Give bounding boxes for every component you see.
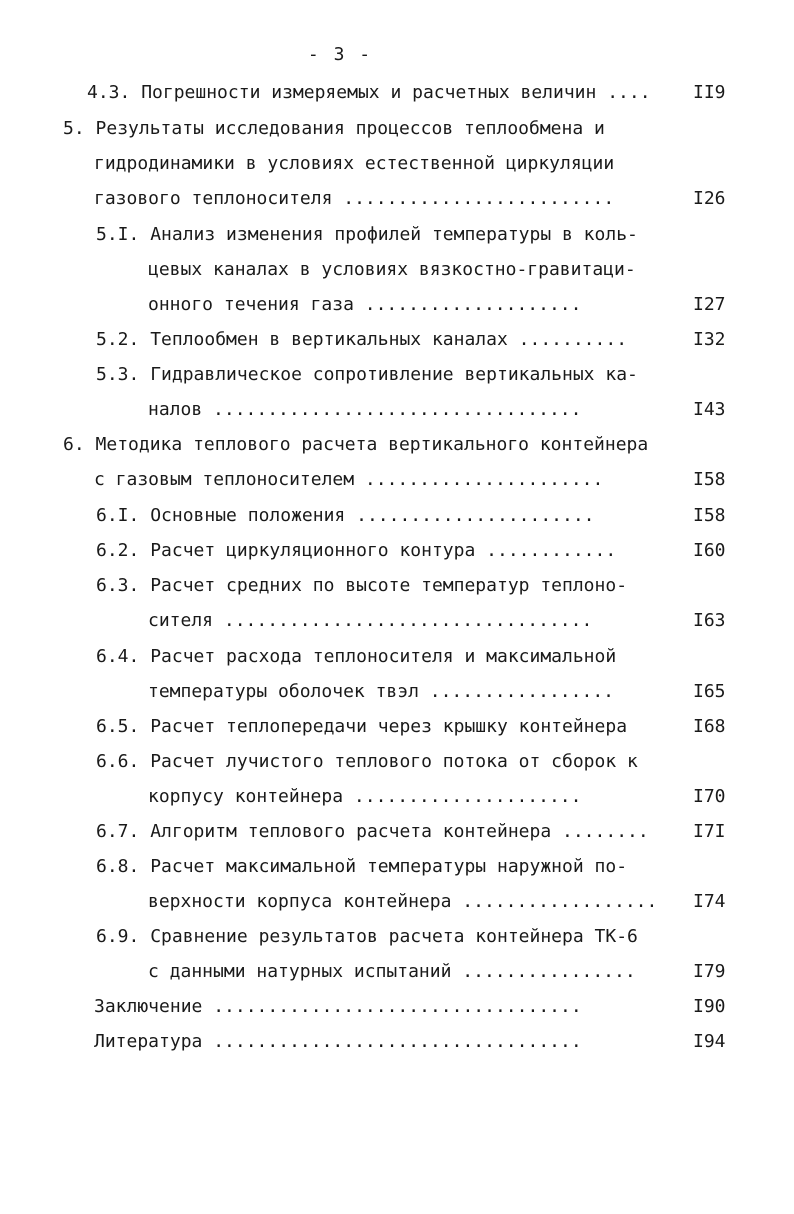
toc-entry-6	[63, 431, 648, 459]
toc-entry-title: Погрешности измеряемых и расчетных величин ....	[141, 82, 651, 103]
toc-entry-6-8	[96, 853, 627, 881]
toc-entry-title: Расчет расхода теплоносителя и максимальной	[150, 646, 617, 667]
toc-entry-page: I7I	[693, 821, 726, 842]
toc-entry-page: I58	[693, 469, 726, 490]
toc-entry-page: I74	[693, 891, 726, 912]
toc-entry-page: I90	[693, 996, 726, 1017]
toc-entry-6-1	[96, 502, 595, 530]
toc-entry-number: 6.	[63, 434, 85, 455]
toc-entry-literature: Литература ..................................	[94, 1031, 582, 1052]
toc-entry-title-cont: корпусу контейнера .....................	[148, 786, 582, 807]
toc-entry-6-3	[96, 572, 627, 600]
toc-entry-page: I94	[693, 1031, 726, 1052]
toc-entry-title: Расчет максимальной температуры наружной по-	[150, 856, 628, 877]
toc-entry-page: II9	[693, 82, 726, 103]
toc-entry-5-3	[96, 361, 638, 389]
toc-entry-title-cont: онного течения газа ....................	[148, 294, 582, 315]
toc-entry-page: I65	[693, 681, 726, 702]
toc-entry-6-2	[96, 537, 616, 565]
toc-entry-number: 6.2.	[96, 540, 140, 561]
toc-entry-title: Анализ изменения профилей температуры в коль-	[150, 224, 638, 245]
toc-entry-title: Расчет лучистого теплового потока от сборок к	[150, 751, 638, 772]
toc-entry-page: I68	[693, 716, 726, 737]
toc-entry-page: I43	[693, 399, 726, 420]
toc-entry-6-7	[96, 818, 649, 846]
toc-entry-title: Расчет средних по высоте температур теплоно-	[150, 575, 628, 596]
toc-entry-title: Методика теплового расчета вертикального контейнера	[95, 434, 649, 455]
toc-entry-title: Основные положения ......................	[150, 505, 595, 526]
toc-entry-page: I63	[693, 610, 726, 631]
toc-entry-conclusion: Заключение ..................................	[94, 996, 582, 1017]
toc-entry-title: Расчет циркуляционного контура ............	[150, 540, 617, 561]
toc-entry-page: I32	[693, 329, 726, 350]
toc-entry-page: I26	[693, 188, 726, 209]
toc-entry-5-2	[96, 326, 627, 354]
toc-entry-title: Гидравлическое сопротивление вертикальных ка-	[150, 364, 638, 385]
toc-entry-title-cont: сителя ..................................	[148, 610, 593, 631]
toc-entry-title: Результаты исследования процессов теплообмена и	[95, 118, 605, 139]
toc-entry-title-cont: с данными натурных испытаний ................	[148, 961, 636, 982]
toc-entry-title: Расчет теплопередачи через крышку контейнера	[150, 716, 628, 737]
toc-entry-6-9	[96, 923, 638, 951]
toc-entry-5-1	[96, 221, 638, 249]
toc-entry-title-cont: газового теплоносителя .........................	[94, 188, 615, 209]
toc-entry-5	[63, 115, 605, 143]
toc-entry-page: I27	[693, 294, 726, 315]
toc-entry-number: 5.I.	[96, 224, 140, 245]
toc-entry-6-6	[96, 748, 638, 776]
toc-entry-title-cont: верхности корпуса контейнера ..................	[148, 891, 658, 912]
toc-entry-number: 6.4.	[96, 646, 140, 667]
toc-entry-title: Алгоритм теплового расчета контейнера ........	[150, 821, 649, 842]
toc-entry-page: I70	[693, 786, 726, 807]
toc-entry-page: I79	[693, 961, 726, 982]
toc-entry-title-cont: цевых каналах в условиях вязкостно-гравитаци-	[148, 259, 636, 280]
toc-entry-title-cont: с газовым теплоносителем ......................	[94, 469, 604, 490]
toc-entry-title: Сравнение результатов расчета контейнера ТК-6	[150, 926, 638, 947]
toc-entry-number: 6.7.	[96, 821, 140, 842]
toc-entry-number: 6.5.	[96, 716, 140, 737]
toc-entry-number: 6.8.	[96, 856, 140, 877]
toc-entry-number: 6.9.	[96, 926, 140, 947]
toc-entry-title-cont: гидродинамики в условиях естественной циркуляции	[94, 153, 615, 174]
toc-entry-6-4	[96, 643, 616, 671]
toc-entry-title: Теплообмен в вертикальных каналах ..........	[150, 329, 628, 350]
toc-entry-title-cont: температуры оболочек твэл .................	[148, 681, 614, 702]
toc-entry-number: 6.3.	[96, 575, 140, 596]
toc-entry-page: I58	[693, 505, 726, 526]
toc-entry-title-cont: налов ..................................	[148, 399, 582, 420]
toc-entry-4-3	[87, 79, 651, 107]
toc-entry-number: 5.2.	[96, 329, 140, 350]
toc-entry-number: 5.	[63, 118, 85, 139]
toc-entry-number: 6.I.	[96, 505, 140, 526]
toc-entry-6-5	[96, 713, 627, 741]
toc-entry-number: 6.6.	[96, 751, 140, 772]
toc-entry-page: I60	[693, 540, 726, 561]
toc-entry-number: 4.3.	[87, 82, 131, 103]
page-number: - 3 -	[307, 44, 373, 65]
toc-entry-number: 5.3.	[96, 364, 140, 385]
